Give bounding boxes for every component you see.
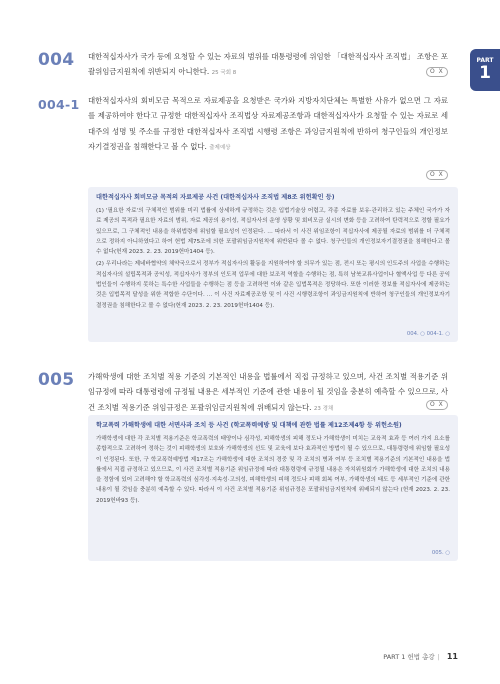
part-number: 1 (479, 63, 491, 83)
footer-section: PART 1 헌법 총강 (383, 653, 435, 661)
ox-checkbox[interactable]: O X (426, 400, 448, 410)
question-number: 004 (38, 50, 75, 70)
case-title: 대한적십자사 회비모금 목적의 자료제공 사건 (대한적십자사 조직법 제8조 위헌확인 등) (96, 194, 335, 201)
question-source: 23 경채 (313, 405, 334, 412)
page-footer: PART 1 헌법 총강 | 11 (383, 652, 458, 661)
question-number: 005 (38, 370, 75, 390)
question-body: 가해학생에 대한 조치별 적용 기준의 기본적인 내용을 법률에서 직접 규정하고 있으며, 사건 조치별 적용기준 위임규정에 따라 대통령령에 규정될 내용은 세부적인 기준에 관한 내용이 될 것임을 충분히 예측할 수 있으므로, 사건 조치별 적용기준 위임규정은 포괄위임금지원칙에 위배되지 않는다. (88, 372, 448, 412)
question-source: 25 국회 8 (211, 70, 237, 77)
answer-key: 004. ○ 004-1. ○ (406, 331, 450, 337)
part-tab (470, 49, 500, 91)
part-label: PART (476, 57, 494, 64)
explanation-paragraph: 가해학생에 대한 각 조치별 적용기준은 학교폭력의 태양이나 심각성, 피해학생의 피해 정도나 가해학생이 미치는 교육적 효과 등 여러 가지 요소를 종합적으로 고려하여 정하는 것이 피해학생의 보호와 가해학생의 선도 및 교육에 보다 효과적인 방법이 될 수 있으므로, 대통령령에 위임할 필요성이 인정된다. 또한, 구 학교폭력예방법 제17조는 가해학생에 대한 조치의 경중 및 각 조치의 병과 여부 등 조치별 적용기준의 기본적인 내용을 법률에서 직접 규정하고 있으므로, 이 사건 조치별 적용기준 위임규정에 따라 대통령령에 규정될 내용은 자치위원회가 가해학생에 대한 조치의 내용을 정함에 있어 고려해야 할 학교폭력의 심각성·지속성·고의성, 피해학생의 피해 정도나 피해 회복 여부, 가해학생의 태도 등 세부적인 기준에 관한 내용이 될 것임을 충분히 예측할 수 있다. 따라서 이 사건 조치별 적용기준 위임규정은 포괄위임금지원칙에 위배되지 않는다 (헌재 2023. 2. 23. 2019헌바93 등). (96, 436, 450, 504)
case-title: 학교폭력 가해학생에 대한 서면사과 조치 등 사건 (학교폭력예방 및 대책에 관한 법률 제12조제4항 등 위헌소원) (96, 422, 402, 429)
ox-checkbox[interactable]: O X (426, 170, 448, 180)
question-text (88, 93, 448, 156)
page-number: 11 (446, 652, 458, 661)
explanation-box (88, 187, 458, 342)
question-text (88, 369, 448, 417)
question-number: 004-1 (38, 97, 80, 112)
explanation-box (88, 415, 458, 561)
answer-key: 005. ○ (431, 550, 450, 556)
explanation-paragraph: (2) 우리나라는 제네바협약의 체약국으로서 정부가 적십자사의 활동을 지원하여야 할 의무가 있는 점, 전시 또는 평시의 인도주의 사업을 수행하는 적십자사의 설립목적과 공익성, 적십자사가 정부의 인도적 업무에 대한 보조적 역할을 수행하는 점, 특히 남북교류사업이나 혈액사업 등 다른 공익법인들이 수행하지 못하는 특수한 사업들을 수행하는 점 등을 고려하면 이와 같은 입법목적은 정당하다. 또한 이러한 정보를 적십자사에 제공하는 것은 입법목적 달성을 위한 적합한 수단이다. … 이 사건 자료제공조항 및 이 사건 시행령조항이 과잉금지원칙에 반하여 청구인들의 개인정보자기결정권을 침해한다고 볼 수 없다(헌재 2023. 2. 23. 2019헌마1404 등). (96, 261, 450, 309)
question-body: 대한적십자사가 국가 등에 요청할 수 있는 자료의 범위를 대통령령에 위임한 「대한적십자사 조직법」 조항은 포괄위임금지원칙에 위반되지 아니한다. (88, 52, 448, 77)
question-text (88, 49, 448, 82)
ox-checkbox[interactable]: O X (426, 67, 448, 77)
question-source: 출제예상 (209, 144, 231, 151)
question-body: 대한적십자사의 회비모금 목적으로 자료제공을 요청받은 국가와 지방자치단체는 특별한 사유가 없으면 그 자료를 제공하여야 한다고 규정한 대한적십자사 조직법상 자료제공조항과 대한적십자사가 요청할 수 있는 자료로 세대주의 성명 및 주소를 규정한 대한적십자사 조직법 시행령 조항은 과잉금지원칙에 반하여 청구인들의 개인정보자기결정권을 침해한다고 볼 수 없다. (88, 96, 448, 151)
explanation-paragraph: (1) '필요한 자료'의 구체적인 범위를 미리 법률에 상세하게 규정하는 것은 입법기술상 어렵고, 각종 자료를 보유·관리하고 있는 주체인 국가가 자료 제공의 목적과 필요한 자료의 범위, 자료 제공의 용이성, 적십자사의 운영 상황 및 회비모금 실시의 변화 등을 고려하여 탄력적으로 정할 필요가 있으므로, 그 구체적인 내용을 하위법령에 위임할 필요성이 인정된다. … 따라서 이 사건 위임조항이 적십자사에 제공될 자료의 범위를 더 구체적으로 정하지 아니하였다고 하여 헌법 제75조에 의한 포괄위임금지원칙에 위반된다 볼 수 없다. 청구인들의 개인정보자기결정권을 침해한다고 볼 수 없다(헌재 2023. 2. 23. 2019헌마1404 등). (96, 208, 450, 256)
